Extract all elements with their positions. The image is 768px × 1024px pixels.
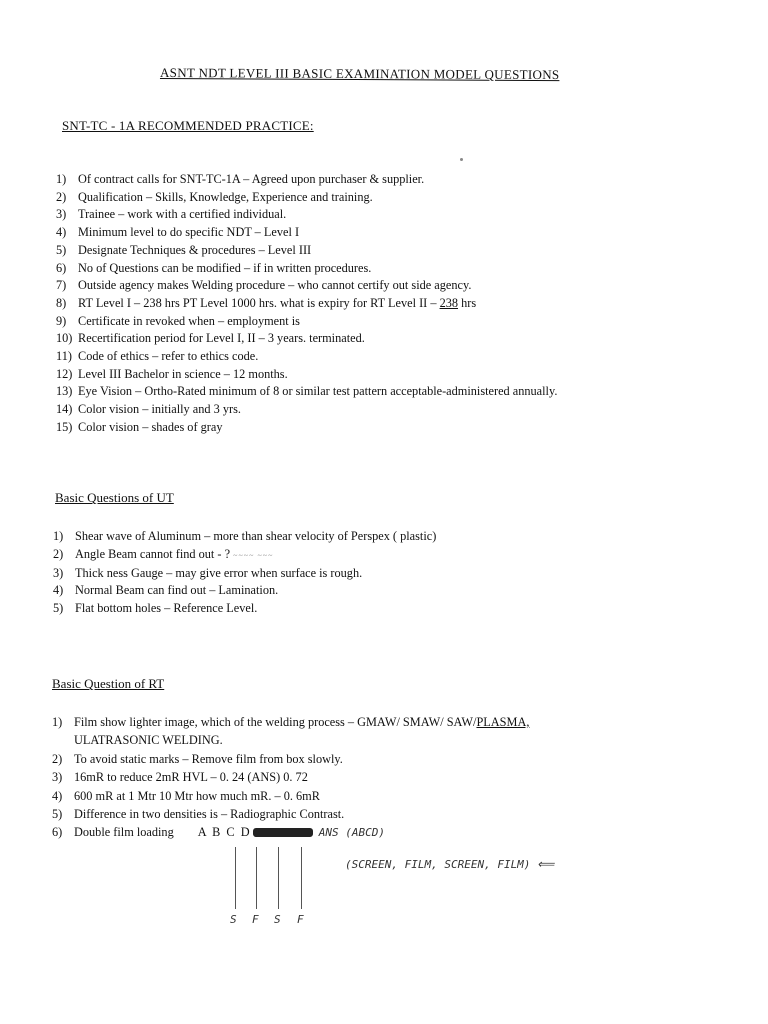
film-letters: A B C D <box>197 825 250 840</box>
stray-mark <box>460 158 463 161</box>
list-item: 2) Angle Beam cannot find out - ? ~~~~ ~~~ <box>53 546 274 561</box>
handwritten-screen-note: (SCREEN, FILM, SCREEN, FILM) ⟸ <box>345 857 555 871</box>
list-item: 6) Double film loading A B C D ANS (ABCD) <box>52 825 385 840</box>
faint-handwriting: ~~~~ ~~~ <box>233 550 274 560</box>
section-heading-snt-tc-1a: SNT-TC - 1A RECOMMENDED PRACTICE: <box>62 118 314 133</box>
list-item: 4) Minimum level to do specific NDT – Level I <box>56 225 300 240</box>
list-item: 5) Difference in two densities is – Radiographic Contrast. <box>52 807 345 822</box>
list-item: 4) 600 mR at 1 Mtr 10 Mtr how much mR. – 0. 6mR <box>52 788 320 803</box>
page-title: ASNT NDT LEVEL III BASIC EXAMINATION MODEL QUESTIONS <box>159 65 560 83</box>
list-item: 12) Level III Bachelor in science – 12 months. <box>56 366 288 381</box>
list-item: 7) Outside agency makes Welding procedure – who cannot certify out side agency. <box>56 278 472 293</box>
list-item: 2) To avoid static marks – Remove film from box slowly. <box>52 751 343 766</box>
list-item: 1) Of contract calls for SNT-TC-1A – Agreed upon purchaser & supplier. <box>56 172 425 186</box>
list-item: 2) Qualification – Skills, Knowledge, Experience and training. <box>56 189 373 204</box>
snt-tc-1a-list <box>56 171 557 437</box>
list-item: 14) Color vision – initially and 3 yrs. <box>56 402 241 417</box>
diagram-line <box>235 847 236 909</box>
list-item: 5) Flat bottom holes – Reference Level. <box>53 601 258 616</box>
list-item: 3) 16mR to reduce 2mR HVL – 0. 24 (ANS) 0. 72 <box>52 770 308 785</box>
diagram-label: F <box>297 913 304 926</box>
diagram-line <box>301 847 302 909</box>
section-heading-rt: Basic Question of RT <box>52 676 165 691</box>
diagram-label: S <box>230 913 237 926</box>
list-item: 10) Recertification period for Level I, II – 3 years. terminated. <box>56 331 365 346</box>
diagram-label: F <box>252 913 259 926</box>
rt-questions-list <box>52 713 529 843</box>
ut-questions-list <box>53 528 436 618</box>
list-item: 5) Designate Techniques & procedures – Level III <box>56 242 312 257</box>
list-item: 8) RT Level I – 238 hrs PT Level 1000 hrs. what is expiry for RT Level II – 238 hrs <box>56 295 477 310</box>
handwritten-answer: ANS (ABCD) <box>318 826 385 840</box>
list-item: 3) Thick ness Gauge – may give error when surface is rough. <box>53 565 363 580</box>
list-item: 11) Code of ethics – refer to ethics code. <box>56 349 259 364</box>
diagram-line <box>278 847 279 909</box>
diagram-line <box>256 847 257 909</box>
list-item: 13) Eye Vision – Ortho-Rated minimum of 8 or similar test pattern acceptable-administered annually. <box>56 384 558 399</box>
list-item: 1) Film show lighter image, which of the welding process – GMAW/ SMAW/ SAW/PLASMA, ULATRASONIC WELDING. <box>52 715 530 748</box>
arrow-icon: ⟸ <box>537 857 555 871</box>
list-item: 9) Certificate in revoked when – employment is <box>56 313 300 328</box>
list-item: 3) Trainee – work with a certified individual. <box>56 207 287 222</box>
list-item: 1) Shear wave of Aluminum – more than shear velocity of Perspex ( plastic) <box>53 529 437 543</box>
crossed-out-text <box>253 828 313 837</box>
list-item: 6) No of Questions can be modified – if in written procedures. <box>56 260 372 275</box>
list-item: 15) Color vision – shades of gray <box>56 419 223 434</box>
diagram-label: S <box>274 913 281 926</box>
section-heading-ut: Basic Questions of UT <box>55 490 174 505</box>
film-loading-diagram <box>222 843 322 933</box>
list-item: 4) Normal Beam can find out – Lamination. <box>53 583 279 598</box>
